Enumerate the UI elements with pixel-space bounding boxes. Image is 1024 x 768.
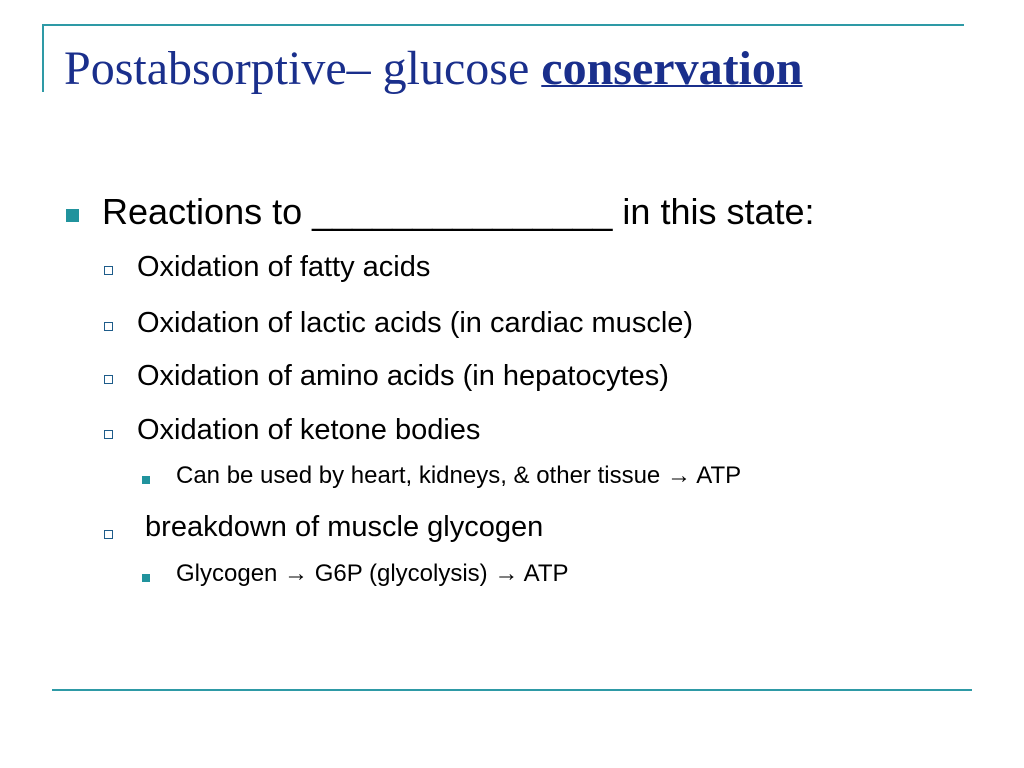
top-border-line — [42, 24, 964, 26]
small-filled-square-bullet-icon — [142, 574, 150, 582]
hollow-square-bullet-icon — [104, 375, 113, 384]
hollow-square-bullet-icon — [104, 266, 113, 275]
hollow-square-bullet-icon — [104, 430, 113, 439]
bullet-item: Glycogen → G6P (glycolysis) → ATP — [176, 560, 569, 587]
bullet-item: breakdown of muscle glycogen — [137, 511, 544, 543]
bottom-border-line — [52, 689, 972, 691]
left-border-line — [42, 24, 44, 92]
slide-title — [64, 40, 803, 98]
title-emphasis: conservation — [541, 42, 803, 95]
bullet-item: Oxidation of lactic acids (in cardiac muscle) — [137, 307, 694, 339]
small-filled-square-bullet-icon — [142, 476, 150, 484]
filled-square-bullet-icon — [66, 209, 79, 222]
bullet-item: Reactions to _______________ in this state: — [102, 191, 815, 232]
hollow-square-bullet-icon — [104, 530, 113, 539]
title-main: Postabsorptive– glucose — [64, 42, 542, 95]
bullet-item: Oxidation of fatty acids — [137, 251, 431, 283]
bullet-item: Can be used by heart, kidneys, & other tissue → ATP — [176, 462, 742, 489]
hollow-square-bullet-icon — [104, 322, 113, 331]
bullet-item: Oxidation of amino acids (in hepatocytes) — [137, 360, 669, 392]
bullet-item: Oxidation of ketone bodies — [137, 414, 481, 446]
